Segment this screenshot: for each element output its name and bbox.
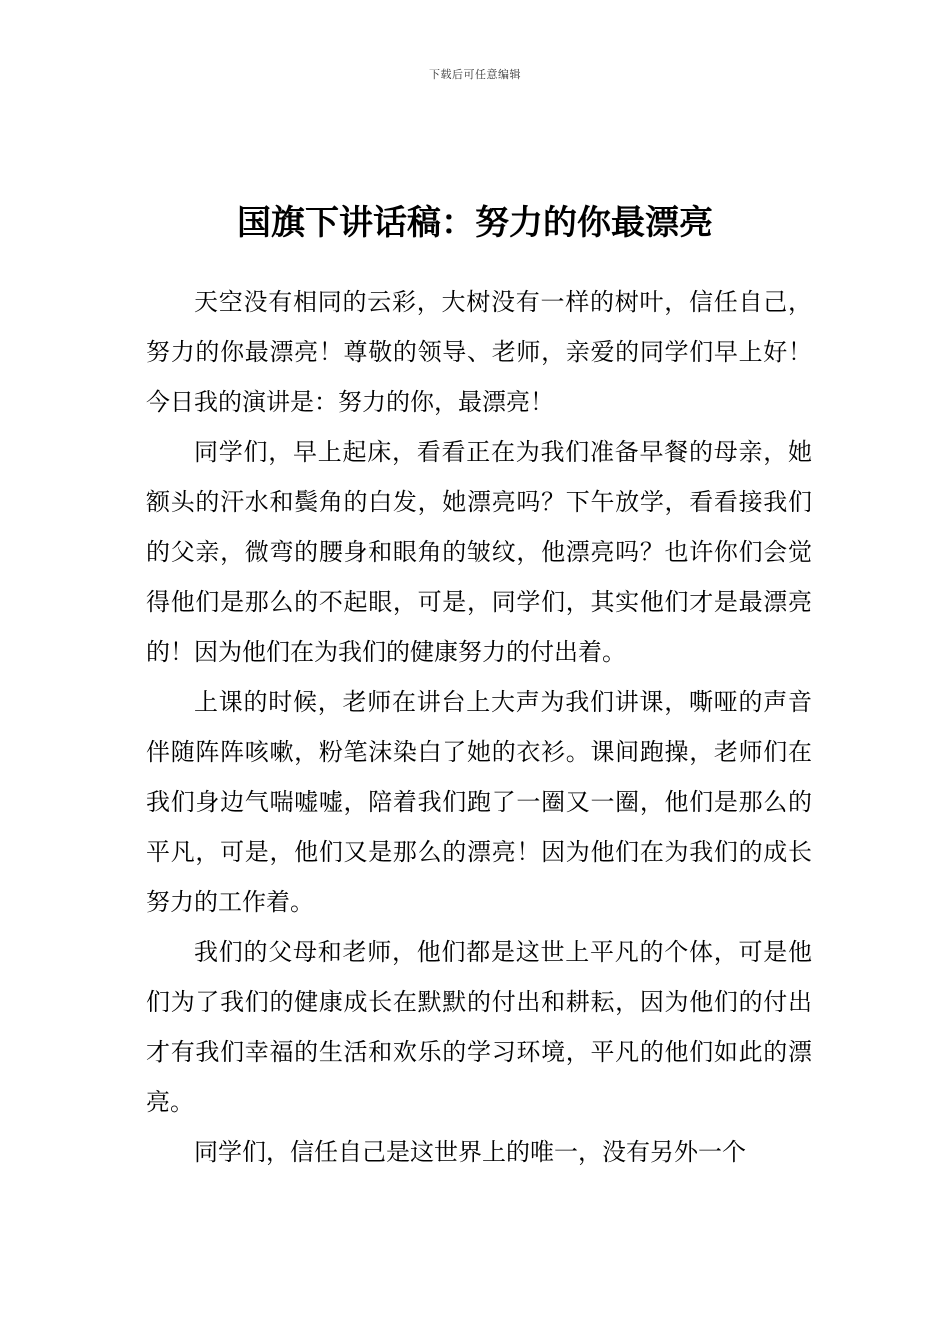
paragraph-2: 同学们，早上起床，看看正在为我们准备早餐的母亲，她额头的汗水和鬓角的白发，她漂亮吗？下午放学，看看接我们的父亲，微弯的腰身和眼角的皱纹，他漂亮吗？也许你们会觉得他们是那么的不起眼，可是，同学们，其实他们才是最漂亮的！因为他们在为我们的健康努力的付出着。 (146, 438, 812, 666)
paragraph-4: 我们的父母和老师，他们都是这世上平凡的个体，可是他们为了我们的健康成长在默默的付出和耕耘，因为他们的付出才有我们幸福的生活和欢乐的学习环境，平凡的他们如此的漂亮。 (146, 938, 812, 1116)
paragraph-1: 天空没有相同的云彩，大树没有一样的树叶，信任自己，努力的你最漂亮！尊敬的领导、老师，亲爱的同学们早上好！今日我的演讲是：努力的你，最漂亮！ (146, 288, 812, 416)
document-body (146, 277, 812, 1177)
header-note: 下载后可任意编辑 (429, 68, 521, 81)
document-title: 国旗下讲话稿：努力的你最漂亮 (237, 202, 713, 243)
paragraph-3: 上课的时候，老师在讲台上大声为我们讲课，嘶哑的声音伴随阵阵咳嗽，粉笔沫染白了她的衣衫。课间跑操，老师们在我们身边气喘嘘嘘，陪着我们跑了一圈又一圈，他们是那么的平凡，可是，他们又是那么的漂亮！因为他们在为我们的成长努力的工作着。 (146, 688, 812, 916)
paragraph-5: 同学们，信任自己是这世界上的唯一，没有另外一个 (194, 1138, 746, 1166)
